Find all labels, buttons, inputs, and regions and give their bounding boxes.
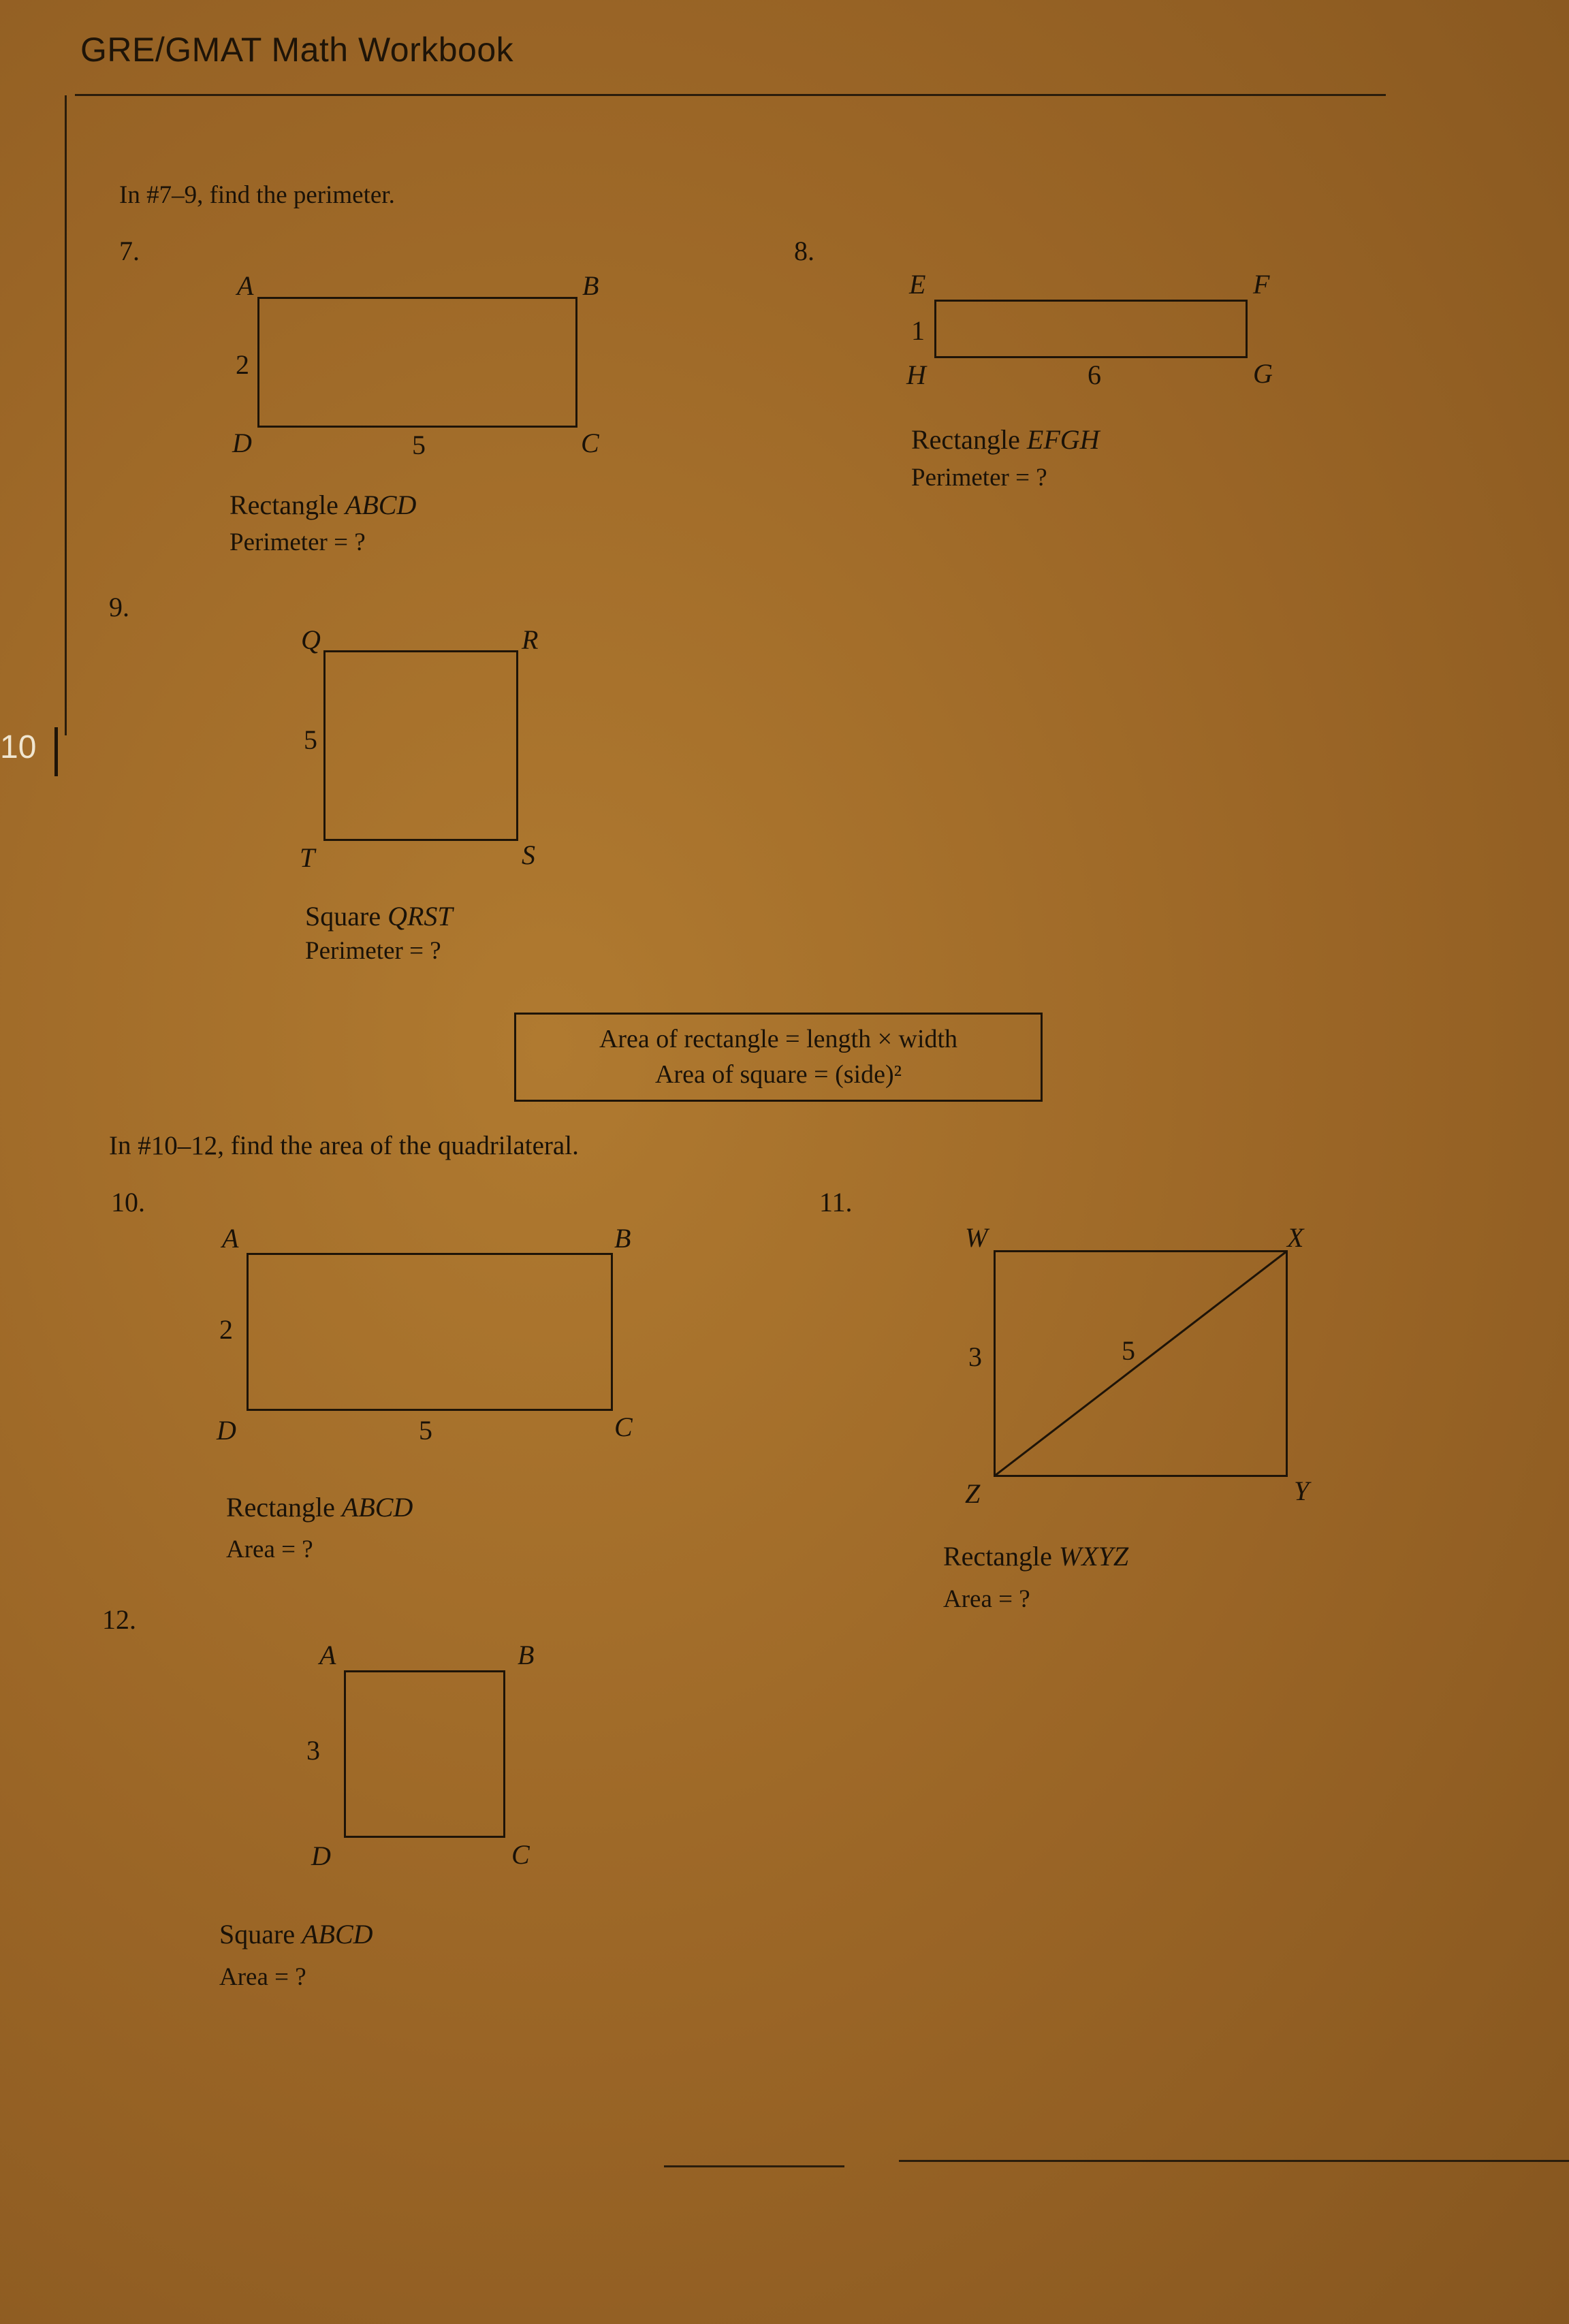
bottom-rule-right <box>899 2160 1569 2162</box>
problem-7-number: 7. <box>119 236 140 266</box>
vertex-label: Z <box>965 1478 981 1509</box>
problem-10-number: 10. <box>111 1187 145 1217</box>
vertex-label: A <box>319 1640 336 1670</box>
vertex-label: Q <box>301 624 321 655</box>
problem-12-number: 12. <box>102 1604 136 1635</box>
diagonal-length-label: 5 <box>1122 1335 1135 1366</box>
problem-9-shape-name <box>305 900 453 932</box>
side-length-label: 5 <box>304 725 317 755</box>
side-length-label: 2 <box>219 1314 233 1345</box>
problem-11-number: 11. <box>819 1187 853 1217</box>
section1-instruction: In #7–9, find the perimeter. <box>119 181 395 209</box>
vertex-label: X <box>1287 1222 1304 1253</box>
diagonal-zx-line <box>994 1250 1288 1477</box>
header-rule <box>75 94 1386 96</box>
side-length-label: 6 <box>1088 360 1101 390</box>
vertex-label: S <box>522 840 535 870</box>
square-abcd-shape <box>344 1670 505 1838</box>
square-area-formula: Area of square = (side)² <box>654 1060 902 1089</box>
shape-letters: QRST <box>387 901 453 932</box>
vertex-label: C <box>511 1839 530 1870</box>
shape-letters: ABCD <box>302 1919 373 1949</box>
rectangle-abcd-shape <box>257 297 577 428</box>
area-formula-box <box>514 1013 1043 1102</box>
vertex-label: C <box>614 1412 633 1442</box>
rectangle-abcd-shape <box>247 1253 613 1411</box>
vertex-label: D <box>311 1841 331 1871</box>
shape-type: Rectangle <box>943 1541 1052 1572</box>
vertex-label: F <box>1253 269 1270 300</box>
vertex-label: T <box>300 842 315 873</box>
left-margin-rule <box>65 95 67 735</box>
section2-instruction: In #10–12, find the area of the quadrilateral. <box>109 1131 579 1160</box>
shape-type: Rectangle <box>226 1492 335 1523</box>
vertex-label: B <box>614 1223 631 1254</box>
vertex-label: A <box>237 270 254 301</box>
shape-type: Square <box>219 1919 296 1949</box>
problem-11-shape-name <box>943 1540 1128 1572</box>
problem-7-question: Perimeter = ? <box>229 528 366 556</box>
page-tab-bar <box>54 727 58 776</box>
vertex-label: W <box>965 1222 988 1253</box>
problem-11-question: Area = ? <box>943 1585 1030 1613</box>
rectangle-efgh-shape <box>934 300 1248 358</box>
shape-letters: EFGH <box>1026 424 1100 455</box>
problem-8-shape-name <box>911 424 1100 456</box>
bottom-rule-left <box>664 2165 844 2167</box>
vertex-label: D <box>217 1415 236 1446</box>
vertex-label: B <box>582 270 599 301</box>
vertex-label: E <box>909 269 926 300</box>
shape-type: Rectangle <box>911 424 1020 455</box>
shape-type: Rectangle <box>229 490 338 520</box>
square-qrst-shape <box>323 650 518 841</box>
problem-10-shape-name <box>226 1491 413 1523</box>
vertex-label: A <box>222 1223 239 1254</box>
problem-8-number: 8. <box>794 236 814 266</box>
problem-9-number: 9. <box>109 592 129 622</box>
shape-letters: ABCD <box>341 1492 413 1523</box>
problem-10-question: Area = ? <box>226 1535 313 1563</box>
shape-letters: ABCD <box>345 490 417 520</box>
vertex-label: D <box>232 428 252 458</box>
problem-9-question: Perimeter = ? <box>305 937 441 965</box>
vertex-label: Y <box>1294 1476 1310 1506</box>
rectangle-area-formula: Area of rectangle = length × width <box>599 1025 958 1053</box>
vertex-label: C <box>581 428 599 458</box>
problem-8-question: Perimeter = ? <box>911 464 1047 492</box>
side-length-label: 2 <box>236 349 249 380</box>
side-length-label: 5 <box>412 430 426 460</box>
side-length-label: 5 <box>419 1415 432 1446</box>
vertex-label: R <box>522 624 539 655</box>
vertex-label: H <box>906 360 926 390</box>
shape-letters: WXYZ <box>1058 1541 1129 1572</box>
side-length-label: 3 <box>968 1341 982 1372</box>
side-length-label: 3 <box>306 1735 320 1766</box>
shape-type: Square <box>305 901 381 932</box>
side-length-label: 1 <box>911 315 925 346</box>
problem-12-question: Area = ? <box>219 1963 306 1991</box>
workbook-title: GRE/GMAT Math Workbook <box>80 31 514 69</box>
problem-7-shape-name <box>229 489 416 521</box>
vertex-label: G <box>1253 358 1273 389</box>
page-number-tab: 10 <box>0 729 37 765</box>
problem-12-shape-name <box>219 1918 373 1950</box>
vertex-label: B <box>518 1640 535 1670</box>
